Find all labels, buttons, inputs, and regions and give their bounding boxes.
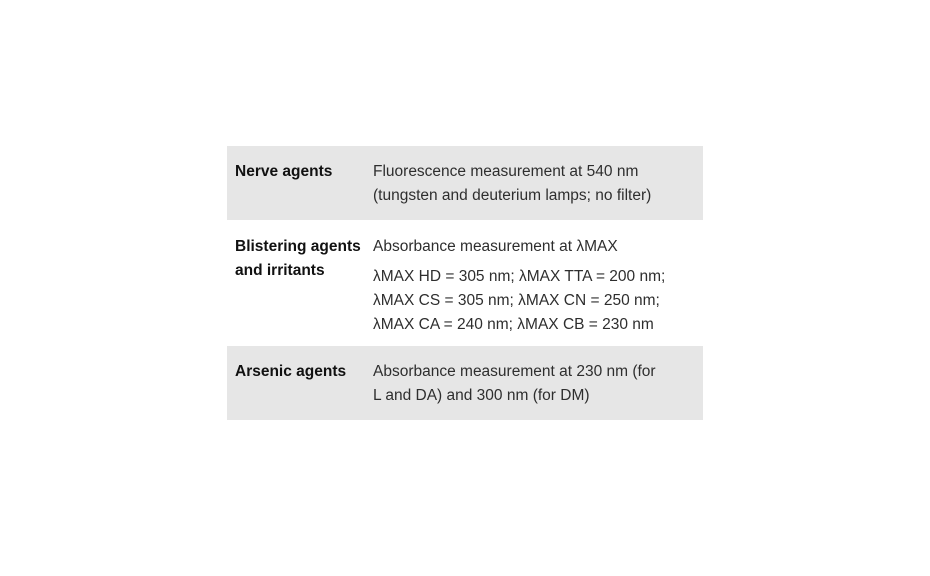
table-row-arsenic-agents (227, 346, 703, 420)
detail-line: λMAX CS = 305 nm; λMAX CN = 250 nm; (373, 292, 660, 309)
detail-line: λMAX HD = 305 nm; λMAX TTA = 200 nm; (373, 268, 666, 285)
agent-label: and irritants (235, 262, 325, 279)
method-cell (373, 220, 703, 346)
table-row-blistering-agents (227, 220, 703, 346)
agent-label: Nerve agents (235, 163, 333, 180)
method-line: Fluorescence measurement at 540 nm (373, 163, 639, 180)
detection-methods-table (227, 146, 703, 420)
lambda-max-details (373, 265, 693, 337)
method-line: (tungsten and deuterium lamps; no filter) (373, 187, 652, 204)
agent-label: Arsenic agents (235, 363, 347, 380)
agent-cell (227, 146, 373, 220)
detail-line: λMAX CA = 240 nm; λMAX CB = 230 nm (373, 316, 654, 333)
agent-cell (227, 220, 373, 346)
method-line: Absorbance measurement at λMAX (373, 238, 618, 255)
agent-label: Blistering agents (235, 238, 361, 255)
method-line: L and DA) and 300 nm (for DM) (373, 387, 590, 404)
table-row-nerve-agents (227, 146, 703, 220)
method-cell (373, 346, 703, 420)
method-line: Absorbance measurement at 230 nm (for (373, 363, 656, 380)
agent-cell (227, 346, 373, 420)
method-cell (373, 146, 703, 220)
